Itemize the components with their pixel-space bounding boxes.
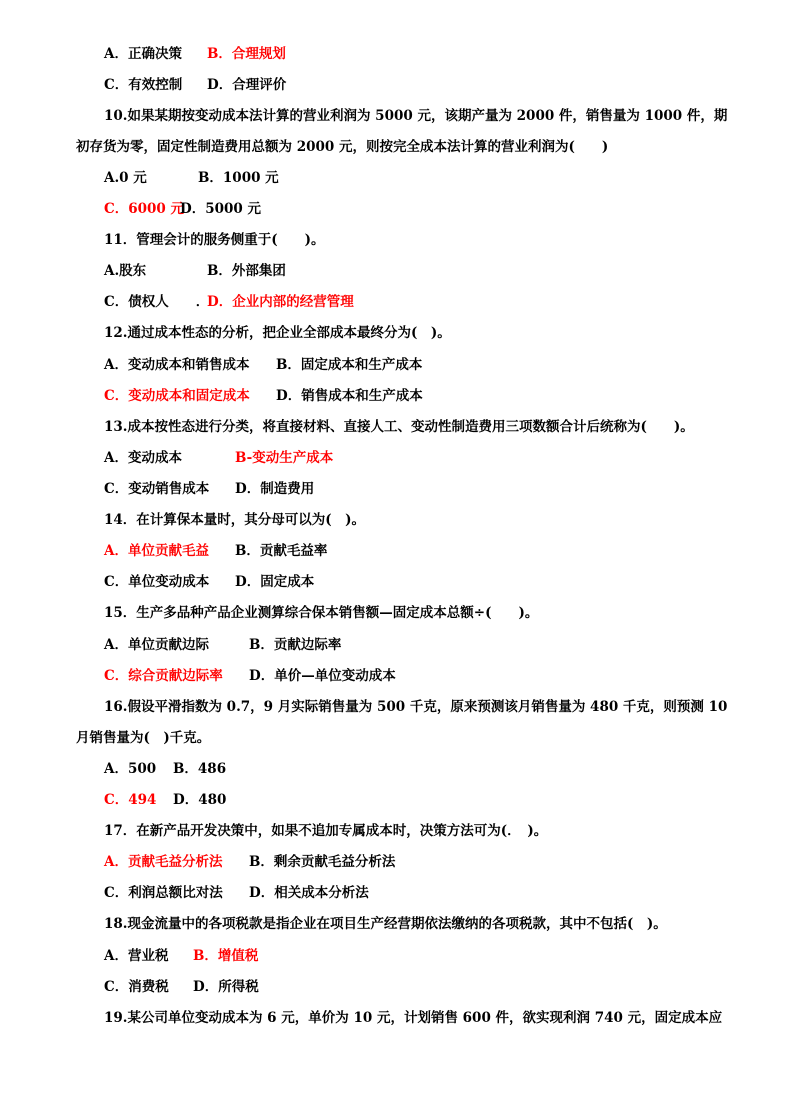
answer-text: A．贡献毛益分析法 bbox=[104, 854, 223, 870]
answer-text: C．6000 元 bbox=[104, 201, 185, 217]
line-text: 14．在计算保本量时，其分母可以为( )。 bbox=[104, 512, 366, 528]
answer-text: C．494 bbox=[104, 792, 157, 808]
document-line bbox=[0, 449, 792, 467]
document-line bbox=[0, 760, 792, 778]
line-text: D．所得税 bbox=[193, 979, 259, 995]
answer-text: B-变动生产成本 bbox=[235, 450, 334, 466]
document-line bbox=[0, 511, 792, 529]
line-text: A．营业税 bbox=[104, 948, 169, 964]
line-text: C．债权人 ． bbox=[104, 294, 210, 310]
document-line bbox=[0, 822, 792, 840]
line-text: B．剩余贡献毛益分析法 bbox=[249, 854, 396, 870]
line-text: D．5000 元 bbox=[180, 201, 261, 217]
document-line bbox=[0, 231, 792, 249]
document-line bbox=[0, 418, 792, 436]
answer-text: D．企业内部的经营管理 bbox=[207, 294, 354, 310]
document-line bbox=[0, 480, 792, 498]
line-text: A.0 元 bbox=[104, 170, 147, 186]
line-text: B．1000 元 bbox=[198, 170, 279, 186]
document-line bbox=[0, 791, 792, 809]
line-text: 初存货为零，固定性制造费用总额为 2000 元，则按完全成本法计算的营业利润为( ) bbox=[76, 139, 609, 155]
line-text: 17．在新产品开发决策中，如果不追加专属成本时，决策方法可为(． )。 bbox=[104, 823, 548, 839]
document-line bbox=[0, 729, 792, 747]
document-line bbox=[0, 947, 792, 965]
line-text: 月销售量为( )千克。 bbox=[76, 730, 211, 746]
line-text: A．变动成本 bbox=[104, 450, 182, 466]
line-text: C．利润总额比对法 bbox=[104, 885, 223, 901]
document-line bbox=[0, 884, 792, 902]
line-text: A．变动成本和销售成本 bbox=[104, 357, 250, 373]
document-line bbox=[0, 45, 792, 63]
line-text: 16.假设平滑指数为 0.7，9 月实际销售量为 500 千克，原来预测该月销售量为 480 千克，则预测 10 bbox=[104, 699, 728, 715]
document-line bbox=[0, 356, 792, 374]
document-line bbox=[0, 915, 792, 933]
document-line bbox=[0, 604, 792, 622]
document-line bbox=[0, 853, 792, 871]
line-text: A．500 bbox=[104, 761, 157, 777]
line-text: D．固定成本 bbox=[235, 574, 315, 590]
line-text: A．正确决策 bbox=[104, 46, 182, 62]
line-text: 13.成本按性态进行分类，将直接材料、直接人工、变动性制造费用三项数额合计后统称为( )。 bbox=[104, 419, 694, 435]
line-text: C．变动销售成本 bbox=[104, 481, 210, 497]
line-text: A．单位贡献边际 bbox=[104, 637, 209, 653]
document-line bbox=[0, 200, 792, 218]
document-line bbox=[0, 667, 792, 685]
line-text: D．相关成本分析法 bbox=[249, 885, 369, 901]
line-text: D．单价—单位变动成本 bbox=[249, 668, 396, 684]
document-line bbox=[0, 293, 792, 311]
answer-text: C．变动成本和固定成本 bbox=[104, 388, 250, 404]
line-text: B．贡献毛益率 bbox=[235, 543, 328, 559]
document-line bbox=[0, 1009, 792, 1027]
document-line bbox=[0, 138, 792, 156]
line-text: D．制造费用 bbox=[235, 481, 315, 497]
document-line bbox=[0, 573, 792, 591]
line-text: 19.某公司单位变动成本为 6 元，单价为 10 元，计划销售 600 件，欲实现利润 740 元，固定成本应 bbox=[104, 1010, 723, 1026]
line-text: B．外部集团 bbox=[207, 263, 286, 279]
document-line bbox=[0, 76, 792, 94]
line-text: A.股东 bbox=[104, 263, 147, 279]
document-line bbox=[0, 169, 792, 187]
line-text: C．单位变动成本 bbox=[104, 574, 210, 590]
answer-text: A．单位贡献毛益 bbox=[104, 543, 209, 559]
document-line bbox=[0, 542, 792, 560]
line-text: B．486 bbox=[173, 761, 227, 777]
line-text: B．固定成本和生产成本 bbox=[276, 357, 423, 373]
line-text: B．贡献边际率 bbox=[249, 637, 342, 653]
answer-text: C．综合贡献边际率 bbox=[104, 668, 223, 684]
document-line bbox=[0, 107, 792, 125]
document-line bbox=[0, 978, 792, 996]
document-line bbox=[0, 387, 792, 405]
line-text: 11．管理会计的服务侧重于( )。 bbox=[104, 232, 325, 248]
answer-text: B．增值税 bbox=[193, 948, 259, 964]
line-text: D．480 bbox=[173, 792, 227, 808]
document-line bbox=[0, 262, 792, 280]
line-text: D．销售成本和生产成本 bbox=[276, 388, 423, 404]
line-text: D．合理评价 bbox=[207, 77, 287, 93]
document-line bbox=[0, 324, 792, 342]
line-text: 15．生产多品种产品企业测算综合保本销售额—固定成本总额÷( )。 bbox=[104, 605, 539, 621]
document-line bbox=[0, 698, 792, 716]
line-text: 12.通过成本性态的分析，把企业全部成本最终分为( )。 bbox=[104, 325, 451, 341]
line-text: 18.现金流量中的各项税款是指企业在项目生产经营期依法缴纳的各项税款，其中不包括( )。 bbox=[104, 916, 667, 932]
line-text: 10.如果某期按变动成本法计算的营业利润为 5000 元，该期产量为 2000 件，销售量为 1000 件，期 bbox=[104, 108, 728, 124]
document-line bbox=[0, 636, 792, 654]
line-text: C．消费税 bbox=[104, 979, 169, 995]
line-text: C．有效控制 bbox=[104, 77, 183, 93]
answer-text: B．合理规划 bbox=[207, 46, 286, 62]
